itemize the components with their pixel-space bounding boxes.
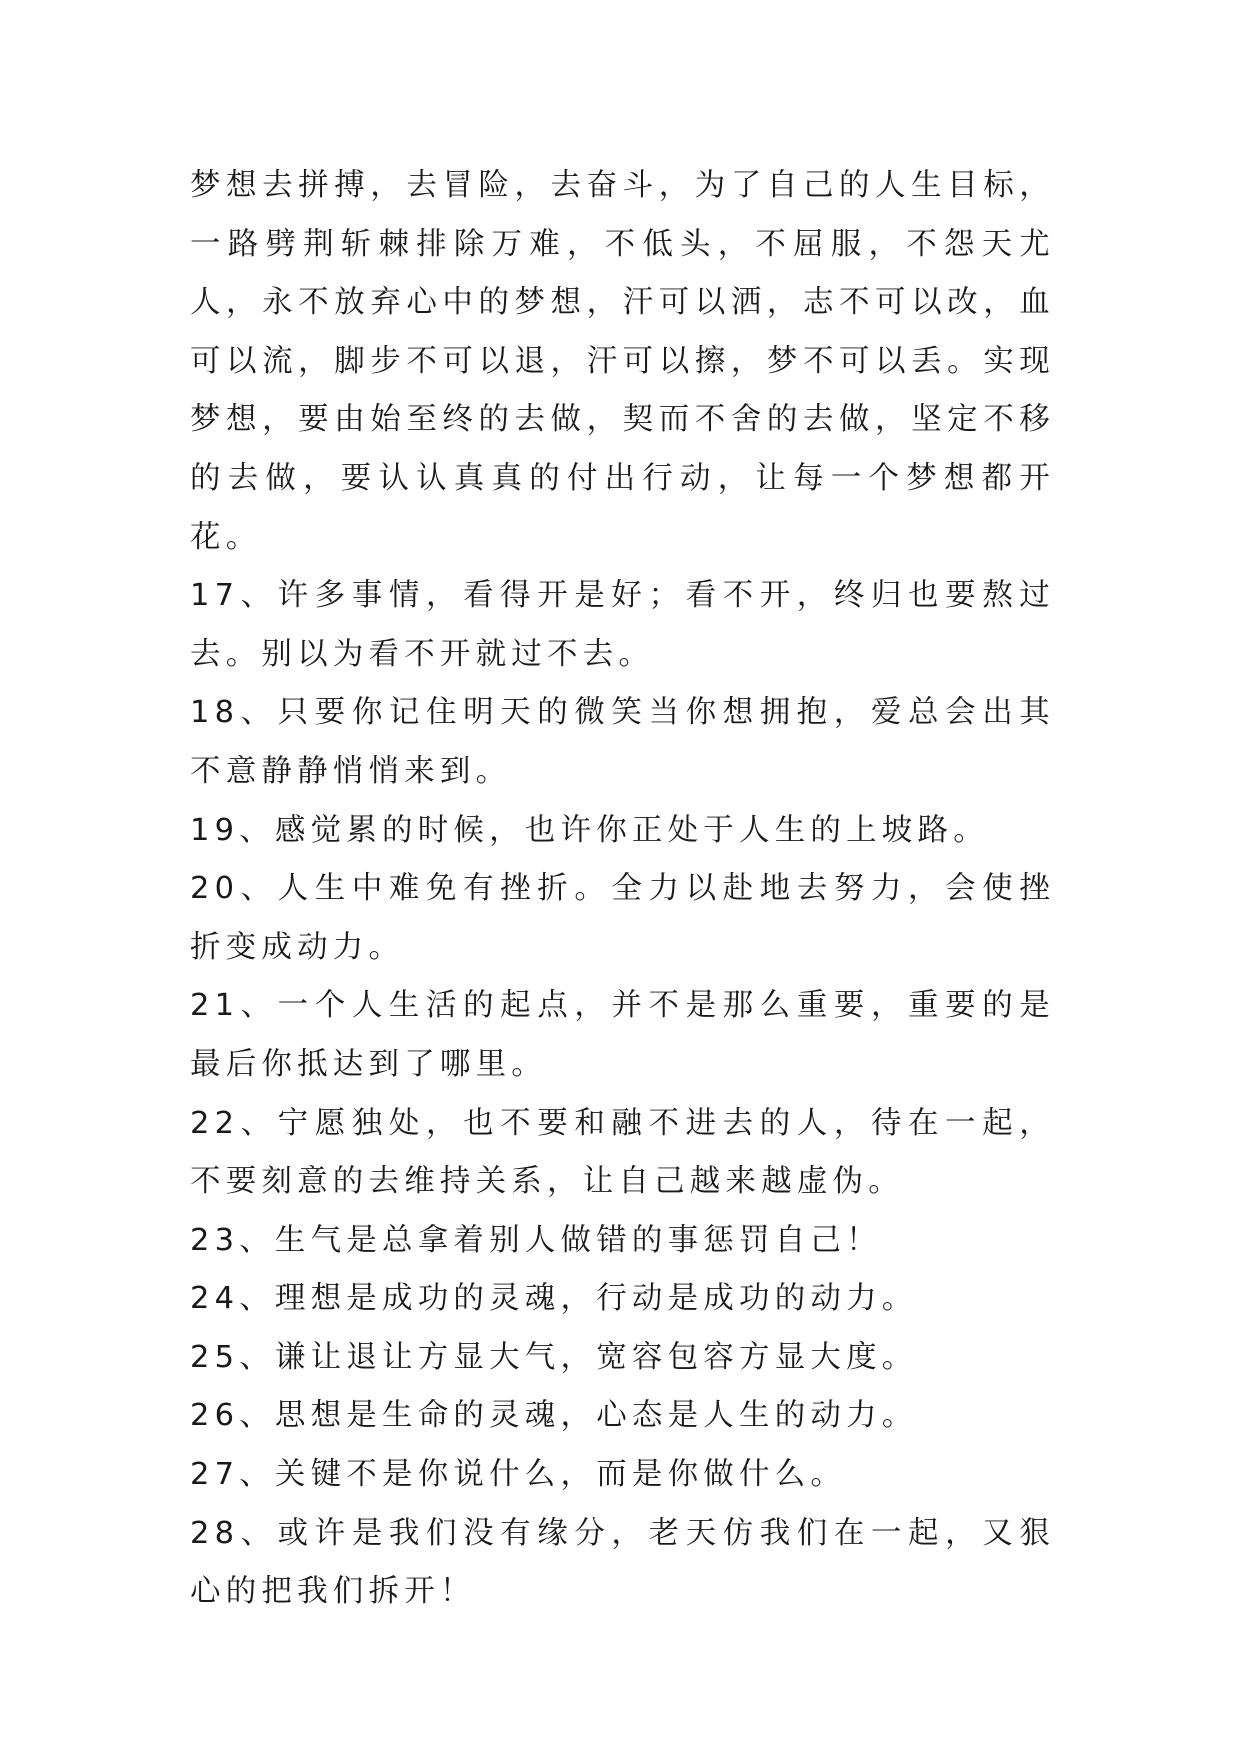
paragraph-27: 27、关键不是你说什么，而是你做什么。 bbox=[190, 1457, 847, 1493]
document-body bbox=[190, 157, 1055, 1622]
paragraph-26: 26、思想是生命的灵魂，心态是人生的动力。 bbox=[190, 1398, 918, 1434]
paragraph-continuation: 梦想去拼搏，去冒险，去奋斗，为了自己的人生目标，一路劈荆斩棘排除万难，不低头，不屈服，不怨天尤人，永不放弃心中的梦想，汗可以洒，志不可以改，血可以流，脚步不可以退，汗可以擦，梦不可以丢。实现梦想，要由始至终的去做，契而不舍的去做，坚定不移的去做，要认认真真的付出行动，让每一个梦想都开花。 bbox=[190, 168, 1055, 555]
paragraph-21: 21、一个人生活的起点，并不是那么重要，重要的是最后你抵达到了哪里。 bbox=[190, 988, 1055, 1082]
paragraph-28: 28、或许是我们没有缘分，老天仿我们在一起，又狠心的把我们拆开！ bbox=[190, 1515, 1055, 1610]
paragraph-20: 20、人生中难免有挫折。全力以赴地去努力，会使挫折变成动力。 bbox=[190, 871, 1055, 965]
paragraph-19: 19、感觉累的时候，也许你正处于人生的上坡路。 bbox=[190, 812, 989, 848]
paragraph-25: 25、谦让退让方显大气，宽容包容方显大度。 bbox=[190, 1339, 918, 1375]
paragraph-17: 17、许多事情，看得开是好；看不开，终归也要熬过去。别以为看不开就过不去。 bbox=[190, 578, 1055, 672]
paragraph-18: 18、只要你记住明天的微笑当你想拥抱，爱总会出其不意静静悄悄来到。 bbox=[190, 695, 1055, 789]
paragraph-22: 22、宁愿独处，也不要和融不进去的人，待在一起，不要刻意的去维持关系，让自己越来越虚伪。 bbox=[190, 1105, 1055, 1200]
paragraph-24: 24、理想是成功的灵魂，行动是成功的动力。 bbox=[190, 1281, 918, 1317]
paragraph-23: 23、生气是总拿着别人做错的事惩罚自己！ bbox=[190, 1222, 882, 1258]
